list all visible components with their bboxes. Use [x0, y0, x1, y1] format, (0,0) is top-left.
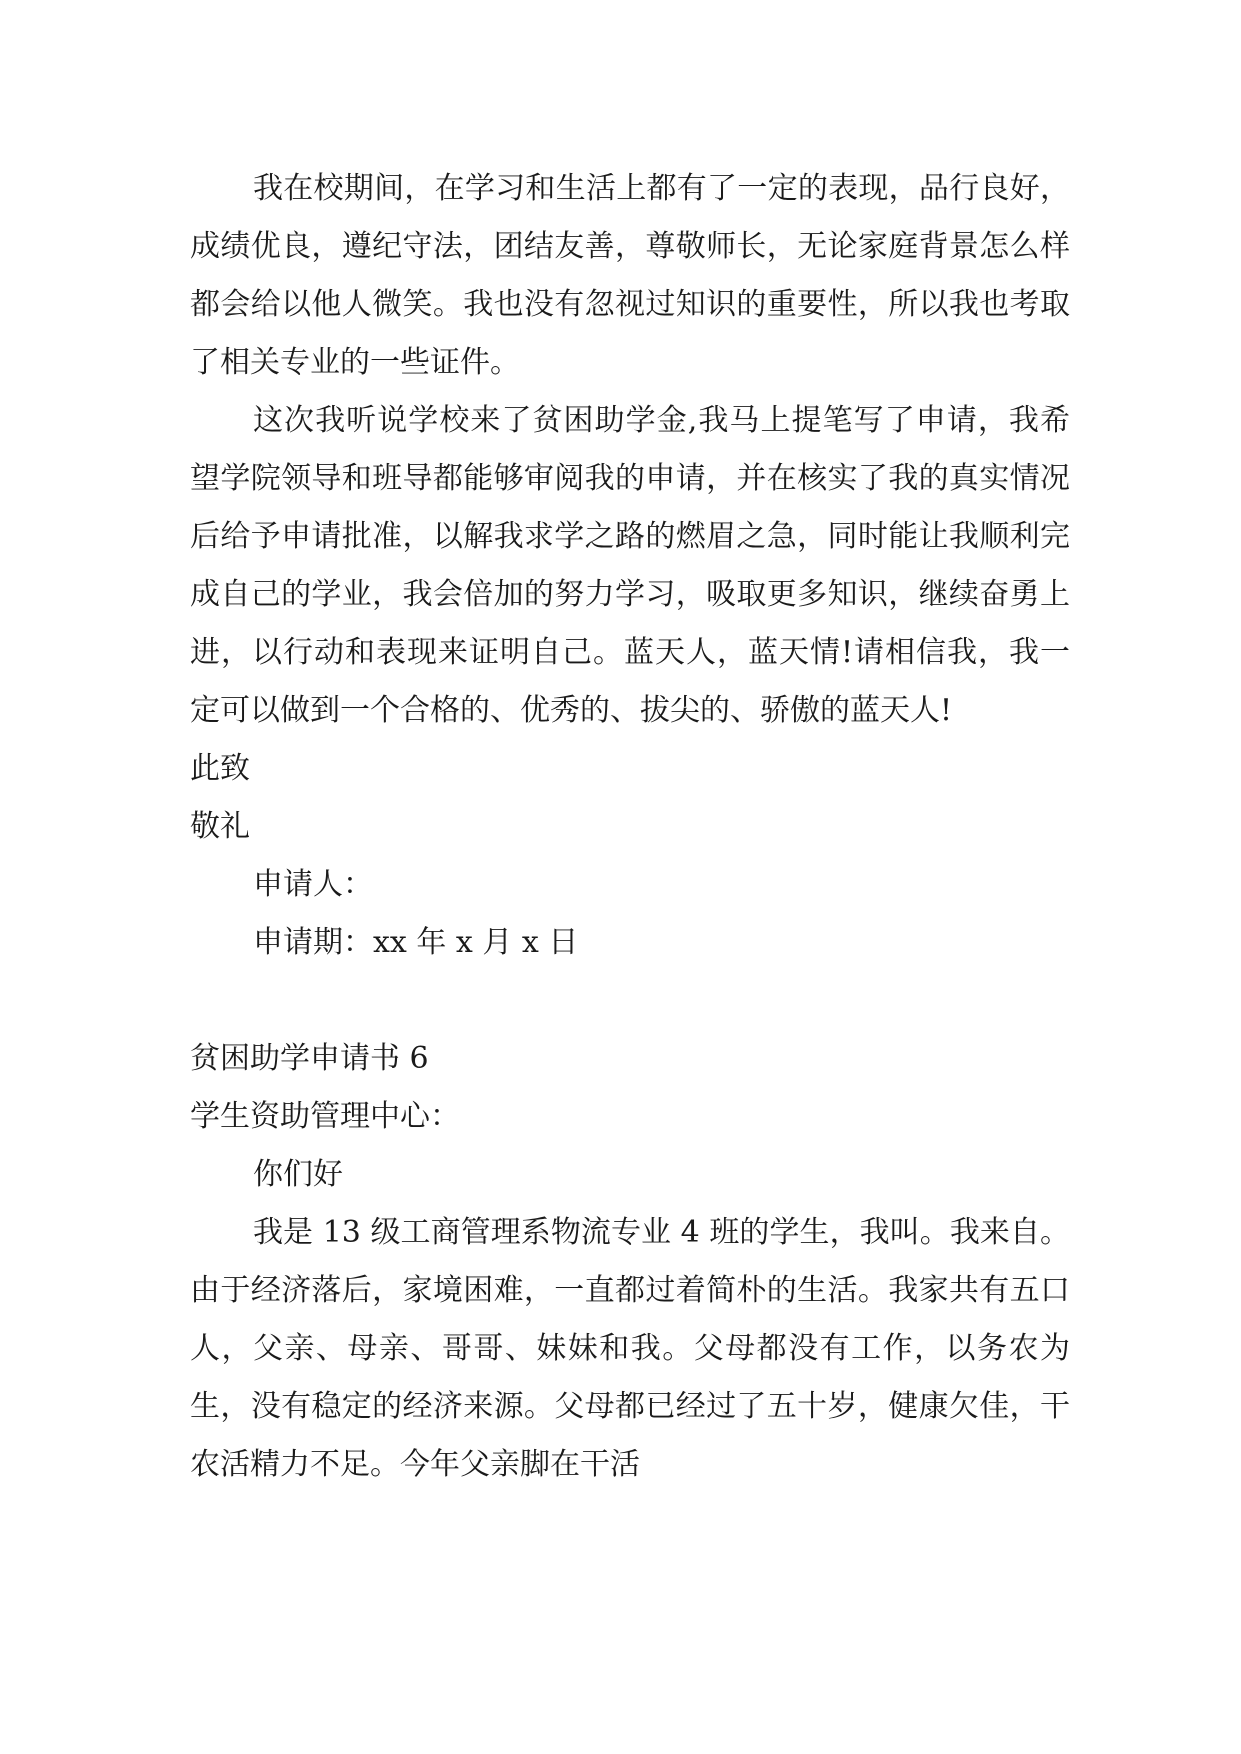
date-line: 申请期：xx 年 x 月 x 日: [253, 925, 579, 960]
applicant-line: 申请人：: [253, 867, 373, 902]
paragraph-school-performance: 我在校期间，在学习和生活上都有了一定的表现，品行良好，成绩优良，遵纪守法，团结友善，尊敬师长，无论家庭背景怎么样都会给以他人微笑。我也没有忽视过知识的重要性，所以我也考取了相关专业的一些证件。: [190, 171, 1070, 380]
section-spacer: [190, 972, 1070, 1030]
paragraph-application-request: 这次我听说学校来了贫困助学金,我马上提笔写了申请，我希望学院领导和班导都能够审阅我的申请，并在核实了我的真实情况后给予申请批准，以解我求学之路的燃眉之急，同时能让我顺利完成自己的学业，我会倍加的努力学习，吸取更多知识，继续奋勇上进，以行动和表现来证明自己。蓝天人，蓝天情!请相信我，我一定可以做到一个合格的、优秀的、拔尖的、骄傲的蓝天人!: [190, 403, 1070, 728]
recipient-line: 学生资助管理中心：: [190, 1099, 460, 1134]
paragraph-student-background: 我是 13 级工商管理系物流专业 4 班的学生，我叫。我来自。由于经济落后，家境困难，一直都过着简朴的生活。我家共有五口人，父亲、母亲、哥哥、妹妹和我。父母都没有工作，以务农为生，没有稳定的经济来源。父母都已经过了五十岁，健康欠佳，干农活精力不足。今年父亲脚在干活: [190, 1215, 1070, 1482]
closing-jingli: 敬礼: [190, 809, 250, 844]
greeting-line: 你们好: [253, 1157, 343, 1192]
document-body: [190, 160, 1070, 1494]
section-title: 贫困助学申请书 6: [190, 1041, 429, 1076]
closing-cizhi: 此致: [190, 751, 250, 786]
